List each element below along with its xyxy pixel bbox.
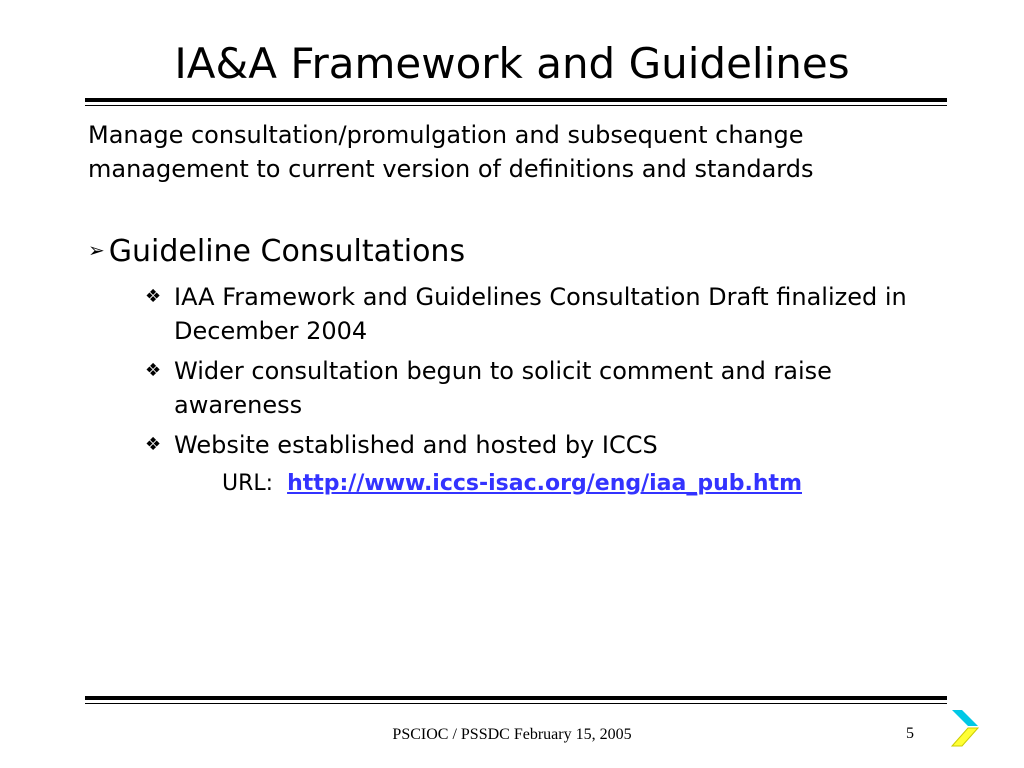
title-divider [85, 98, 947, 102]
page-number: 5 [906, 725, 914, 742]
footer-divider [85, 696, 947, 700]
sub-bullet-item [145, 354, 964, 422]
chevron-yellow-part [952, 728, 978, 746]
sub-bullet-item [145, 428, 964, 462]
bullet-guideline-consultations [88, 232, 465, 274]
slide-title: IA&A Framework and Guidelines [174, 39, 850, 88]
sub-bullet-text: Wider consultation begun to solicit comment and raise awareness [174, 357, 832, 419]
footer-divider-thin [85, 703, 947, 704]
bullet-label: Guideline Consultations [108, 234, 466, 269]
footer-text: PSCIOC / PSSDC February 15, 2005 [392, 726, 632, 743]
diamond-bullet-icon: ❖ [145, 286, 162, 307]
title-divider-thin [85, 105, 947, 106]
sub-bullet-item [145, 280, 964, 348]
arrow-bullet-icon: ➢ [88, 238, 105, 262]
next-slide-chevron-icon[interactable] [948, 708, 988, 748]
url-link[interactable]: http://www.iccs-isac.org/eng/iaa_pub.htm [287, 471, 802, 496]
chevron-cyan-part [952, 710, 978, 726]
url-line [222, 468, 802, 500]
diamond-bullet-icon: ❖ [145, 434, 162, 455]
sub-bullet-text: Website established and hosted by ICCS [174, 431, 658, 459]
sub-bullet-text: IAA Framework and Guidelines Consultation Draft finalized in December 2004 [174, 283, 907, 345]
intro-text: Manage consultation/promulgation and subsequent change management to current version of definitions and standards [88, 121, 814, 183]
diamond-bullet-icon: ❖ [145, 360, 162, 381]
url-label: URL: [222, 471, 274, 496]
